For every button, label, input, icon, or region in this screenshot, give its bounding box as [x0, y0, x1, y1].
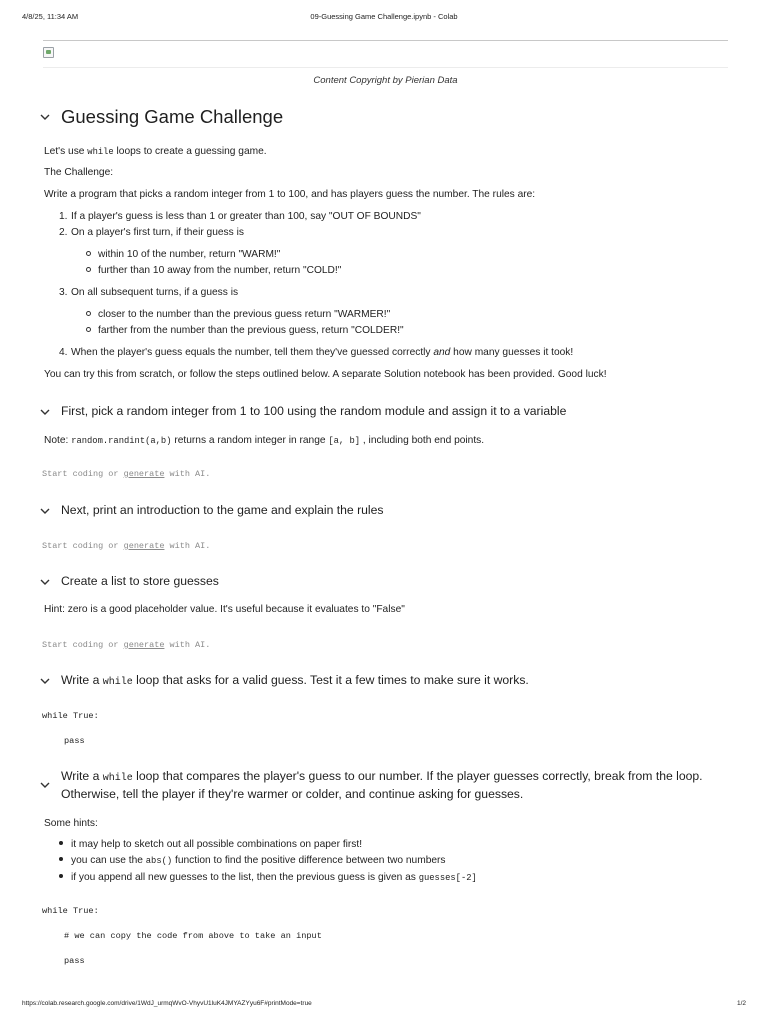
rule-3b: farther from the number than the previous guess, return "COLDER!" — [86, 325, 404, 336]
code-line[interactable]: # we can copy the code from above to take an input — [64, 931, 322, 941]
copyright-text: Content Copyright by Pierian Data — [313, 75, 458, 86]
code-cell-placeholder[interactable]: Start coding or generate with AI. — [42, 640, 211, 650]
top-divider — [43, 40, 728, 41]
section-title-guesses-list: Create a list to store guesses — [61, 574, 219, 588]
collapse-chevron-icon[interactable] — [40, 578, 50, 586]
page-number: 1/2 — [736, 1000, 746, 1007]
intro-paragraph: Let's use while loops to create a guessing game. — [44, 146, 267, 157]
inline-code: [a, b] — [328, 436, 361, 446]
generate-link[interactable]: generate — [123, 541, 165, 551]
inline-code: while — [102, 677, 133, 688]
inline-code: random.randint(a,b) — [71, 436, 172, 446]
challenge-label: The Challenge: — [44, 167, 114, 178]
section-title-intro: Next, print an introduction to the game and explain the rules — [61, 503, 384, 517]
inline-code: guesses[-2] — [418, 873, 477, 883]
code-line[interactable]: pass — [64, 736, 85, 746]
code-line[interactable]: pass — [64, 956, 85, 966]
code-line[interactable]: while True: — [42, 906, 99, 916]
collapse-chevron-icon[interactable] — [40, 781, 50, 789]
rule-3a: closer to the number than the previous guess return "WARMER!" — [86, 309, 390, 320]
rule-1: 1. If a player's guess is less than 1 or greater than 100, say "OUT OF BOUNDS" — [59, 211, 421, 222]
print-footer — [22, 1000, 746, 1010]
code-cell-placeholder[interactable]: Start coding or generate with AI. — [42, 469, 211, 479]
collapse-chevron-icon[interactable] — [40, 507, 50, 515]
collapse-chevron-icon[interactable] — [40, 408, 50, 416]
hint-item: it may help to sketch out all possible combinations on paper first! — [59, 839, 362, 850]
print-title: 09-Guessing Game Challenge.ipynb - Colab — [310, 12, 458, 21]
section-title-compare-loop-line2: Otherwise, tell the player if they're warmer or colder, and continue asking for guesses. — [61, 787, 524, 801]
hint-item: you can use the abs() function to find the positive difference between two numbers — [59, 855, 446, 866]
collapse-chevron-icon[interactable] — [40, 113, 50, 121]
hint-paragraph: Hint: zero is a good placeholder value. It's useful because it evaluates to "False" — [44, 604, 405, 615]
generate-link[interactable]: generate — [123, 640, 165, 650]
rule-3: 3. On all subsequent turns, if a guess is — [59, 287, 239, 298]
section-title-valid-guess: Write a while loop that asks for a valid guess. Test it a few times to make sure it works. — [61, 673, 529, 688]
section-title-compare-loop: Write a while loop that compares the player's guess to our number. If the player guesses correctly, break from the loop. — [61, 769, 703, 784]
outro-paragraph: You can try this from scratch, or follow the steps outlined below. A separate Solution notebook has been provided. Good luck! — [44, 369, 607, 380]
code-line[interactable]: while True: — [42, 711, 99, 721]
some-hints-label: Some hints: — [44, 818, 98, 829]
image-divider — [43, 67, 728, 68]
rule-2a: within 10 of the number, return "WARM!" — [86, 249, 280, 260]
print-url: https://colab.research.google.com/drive/1WdJ_urmqWvO-VhyvU1luK4JMYAZYyu6F#printMode=true — [22, 1000, 312, 1007]
generate-link[interactable]: generate — [123, 469, 165, 479]
inline-code: abs() — [145, 856, 173, 866]
print-datetime: 4/8/25, 11:34 AM — [22, 12, 79, 21]
broken-image-icon — [43, 47, 54, 58]
rule-2b: further than 10 away from the number, return "COLD!" — [86, 265, 341, 276]
rule-4: 4. When the player's guess equals the number, tell them they've guessed correctly and how many guesses it took! — [59, 347, 574, 358]
note-paragraph: Note: random.randint(a,b) returns a random integer in range [a, b] , including both end points. — [44, 435, 485, 446]
hint-item: if you append all new guesses to the list, then the previous guess is given as guesses[-2] — [59, 872, 477, 883]
rule-2: 2. On a player's first turn, if their guess is — [59, 227, 244, 238]
inline-code: while — [87, 147, 114, 157]
collapse-chevron-icon[interactable] — [40, 677, 50, 685]
print-header — [22, 12, 746, 24]
inline-code: while — [102, 773, 133, 784]
section-title-random: First, pick a random integer from 1 to 100 using the random module and assign it to a variable — [61, 404, 567, 418]
code-cell-placeholder[interactable]: Start coding or generate with AI. — [42, 541, 211, 551]
section-title-main: Guessing Game Challenge — [61, 106, 284, 127]
challenge-description: Write a program that picks a random integer from 1 to 100, and has players guess the number. The rules are: — [44, 189, 536, 200]
